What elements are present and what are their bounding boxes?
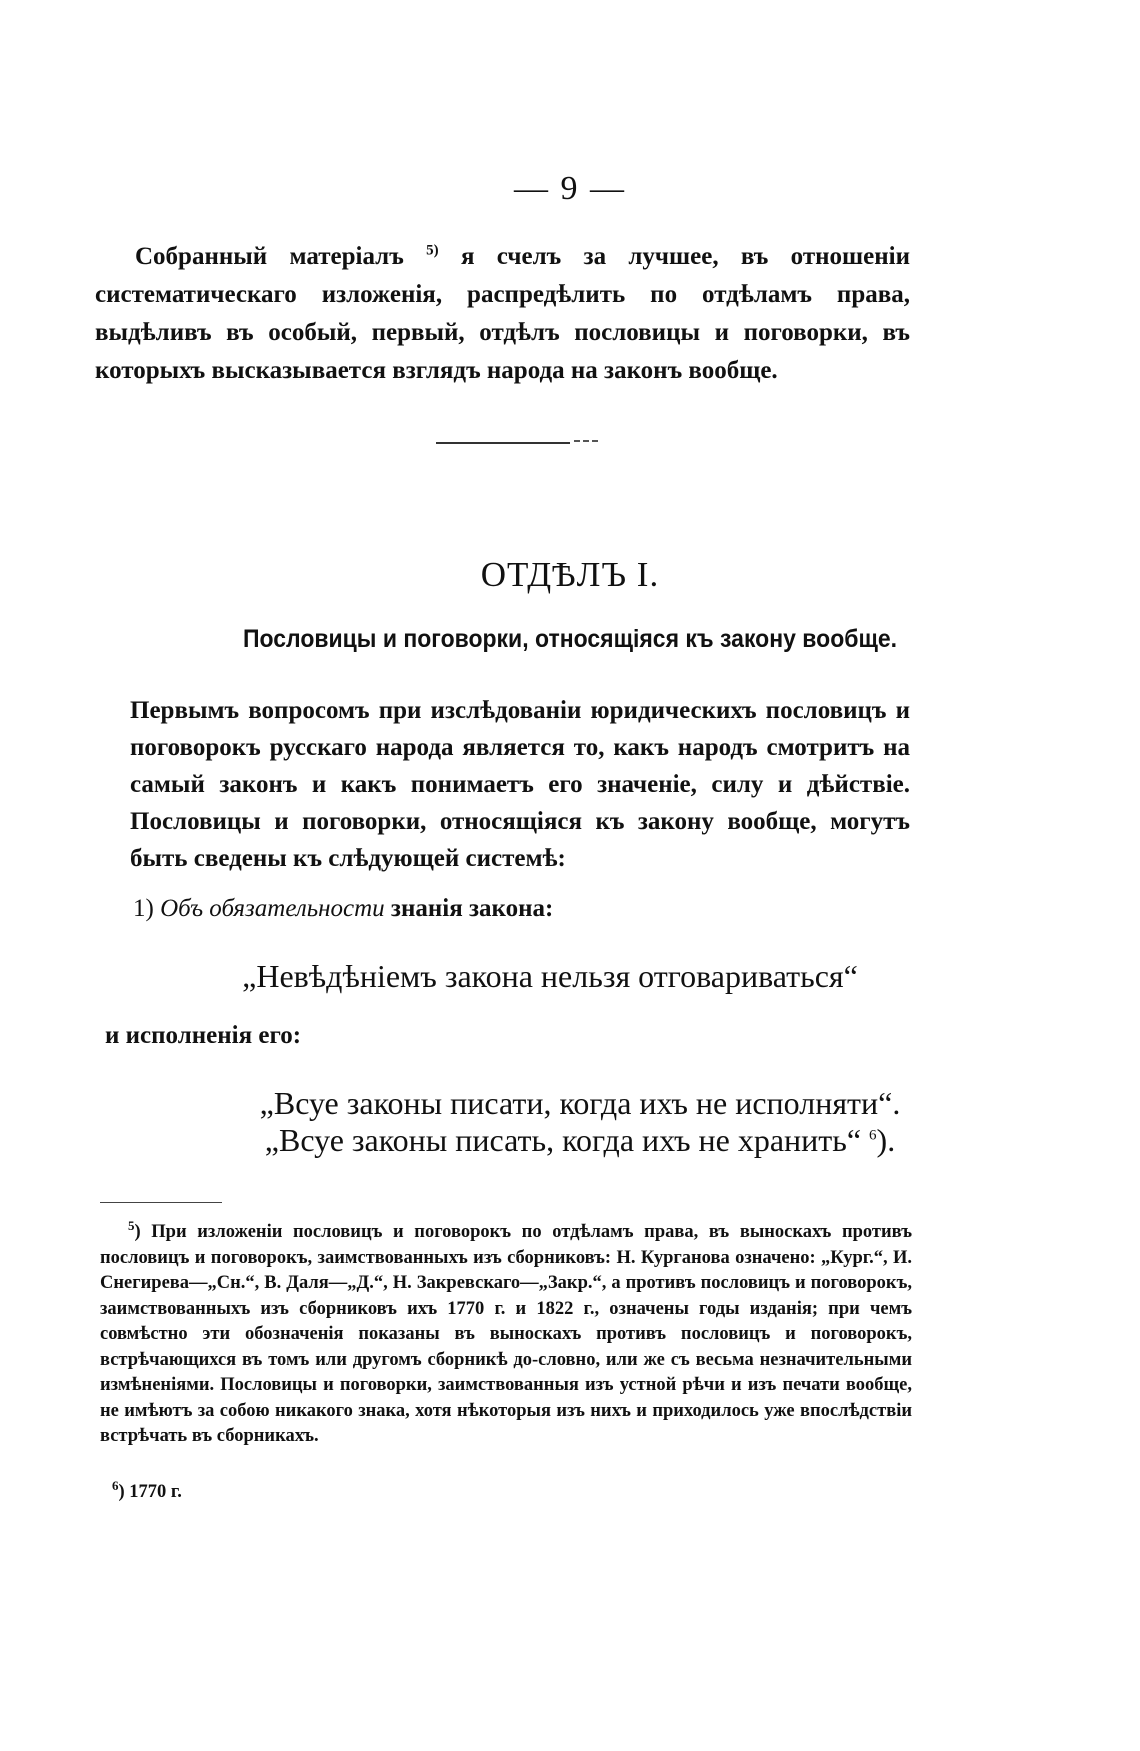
footnote-5-text: ) При изложеніи пословицъ и поговорокъ по отдѣламъ права, въ выноскахъ противъ пословицъ и поговорокъ, заимствованныхъ изъ сборниковъ: Н. Курганова означено: „Кург.“, И. Снегирева—„Сн.“, В. Даля—„Д.“, Н. Закревскаго—„Закр.“, а противъ пословицъ и поговорокъ, заимствованныхъ изъ сборниковъ ихъ 1770 г. и 1822 г., означены годы изданія; при чемъ совмѣстно эти обозначенія показаны въ выноскахъ противъ пословицъ и поговорокъ, встрѣчающихся въ томъ или другомъ сборникѣ до-словно, или же съ весьма незначительными измѣненіями. Пословицы и поговорки, заимствованныя изъ устной рѣчи и изъ печати вообще, не имѣютъ за собою никакого знака, хотя нѣкоторыя изъ нихъ и приходилось уже впослѣдствіи встрѣчать въ сборникахъ. — [100, 1222, 912, 1446]
footnote-ref-6[interactable]: 6 — [869, 1127, 877, 1144]
proverb-quote-1: „Невѣдѣніемъ закона нельзя отговариваться“ — [242, 958, 858, 994]
footnote-6 — [112, 1477, 924, 1506]
section-subtitle: Пословицы и поговорки, относящіяся къ закону вообще. — [242, 625, 898, 653]
footnote-6-mark: 6 — [112, 1477, 119, 1493]
intro-text-end: я счелъ за лучшее, въ отношеніи систематическаго изложенія, распредѣлить по отдѣламъ права, выдѣливъ въ особый, первый, отдѣлъ пословицы и поговорки, въ которыхъ высказывается взглядъ народа на законъ вообще. — [95, 243, 910, 384]
footnote-6-text: ) 1770 г. — [118, 1482, 182, 1502]
section-title: ОТДѢЛЪ I. — [480, 555, 660, 594]
list-item-number: 1) — [133, 895, 154, 922]
footnote-ref-5[interactable]: 5) — [426, 242, 439, 259]
intro-paragraph — [95, 238, 910, 390]
footnote-separator — [100, 1202, 222, 1203]
list-item-italic-heading: Объ обязательности — [160, 895, 385, 922]
footnote-5 — [100, 1217, 912, 1450]
intro-text-start: Собранный матеріалъ — [135, 243, 427, 270]
proverb-quote-3-close: ). — [876, 1122, 896, 1158]
proverb-quote-3 — [10, 1120, 1140, 1160]
list-item-1 — [133, 895, 553, 923]
list-item-text: знанія закона: — [384, 895, 554, 922]
body-paragraph: Первымъ вопросомъ при изслѣдованіи юридическихъ пословицъ и поговорокъ русскаго народа является то, какъ народъ смотритъ на самый законъ и какъ понимаетъ его значеніе, силу и дѣйствіе. Пословицы и поговорки, относящіяся къ закону вообще, могутъ быть сведены къ слѣдующей системѣ: — [130, 697, 910, 872]
section-divider-rule — [436, 442, 570, 446]
proverb-quote-3-text: „Всуе законы писать, когда ихъ не хранить“ — [264, 1122, 870, 1158]
proverb-quote-2: „Всуе законы писати, когда ихъ не исполняти“. — [259, 1085, 901, 1121]
footnote-5-mark: 5 — [128, 1217, 135, 1233]
section-divider-dash — [574, 440, 598, 442]
page-number: — 9 — — [514, 170, 626, 207]
quote-intro-text: и исполненія его: — [105, 1022, 302, 1049]
